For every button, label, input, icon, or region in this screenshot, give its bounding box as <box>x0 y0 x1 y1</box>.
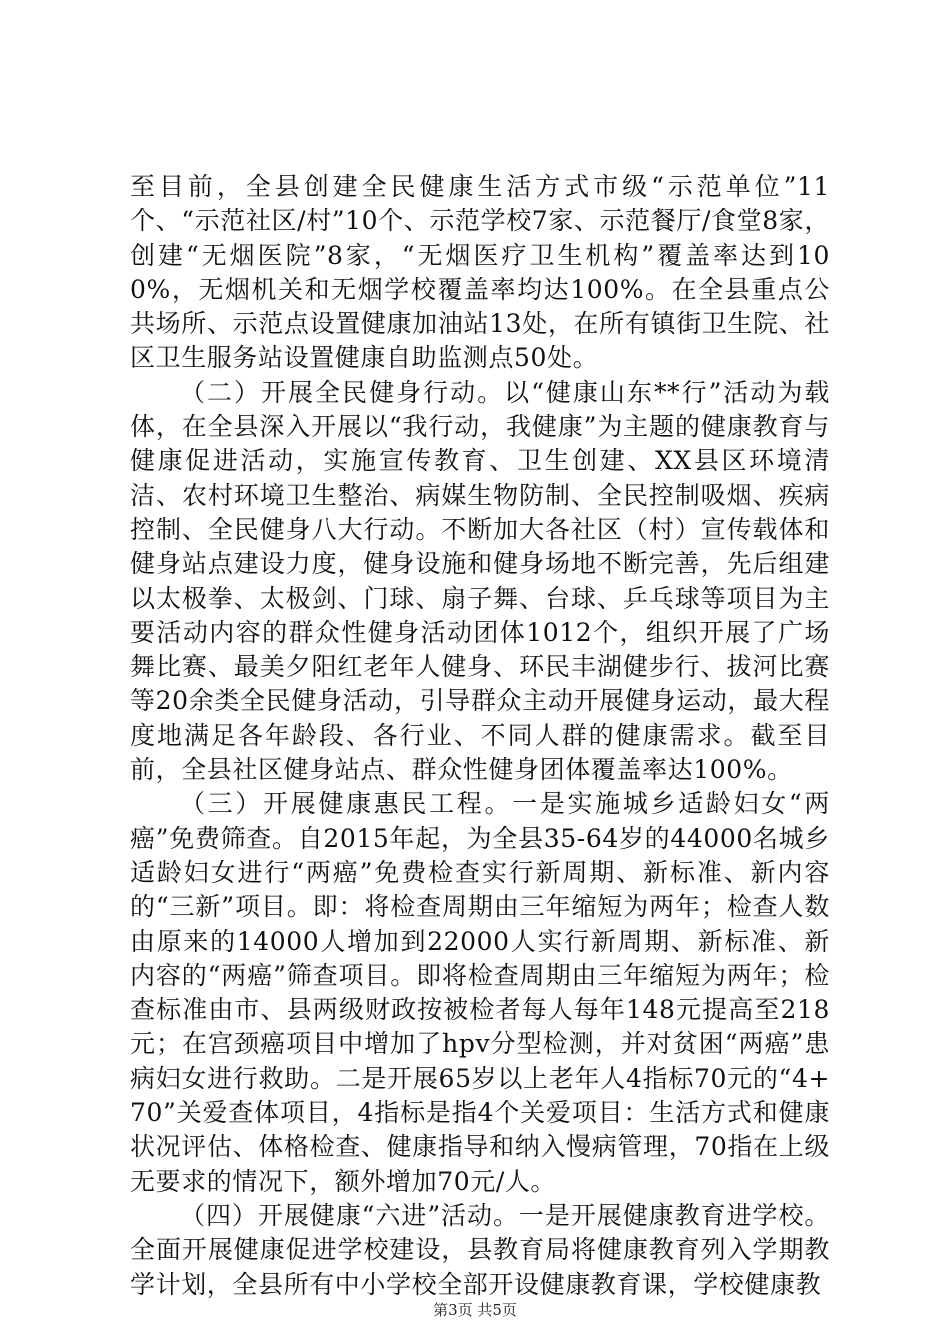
paragraph-fitness-action: （二）开展全民健身行动。以“健康山东**行”活动为载体，在全县深入开展以“我行动，我健康”为主题的健康教育与健康促进活动，实施宣传教育、卫生创建、XX县区环境清洁、农村环境卫生整治、病媒生物防制、全民控制吸烟、疾病控制、全民健身八大行动。不断加大各社区（村）宣传载体和健身站点建设力度，健身设施和健身场地不断完善，先后组建以太极拳、太极剑、门球、扇子舞、台球、乒乓球等项目为主要活动内容的群众性健身活动团体1012个，组织开展了广场舞比赛、最美夕阳红老年人健身、环民丰湖健步行、拔河比赛等20余类全民健身活动，引导群众主动开展健身运动，最大程度地满足各年龄段、各行业、不同人群的健康需求。截至目前，全县社区健身站点、群众性健身团体覆盖率达100%。 <box>130 377 830 785</box>
paragraph-six-into-activity: （四）开展健康“六进”活动。一是开展健康教育进学校。全面开展健康促进学校建设，县教育局将健康教育列入学期教学计划，全县所有中小学校全部开设健康教育课，学校健康教 <box>130 1200 830 1299</box>
paragraph-health-lifestyle-results: 至目前，全县创建全民健康生活方式市级“示范单位”11个、“示范社区/村”10个、示范学校7家、示范餐厅/食堂8家，创建“无烟医院”8家，“无烟医疗卫生机构”覆盖率达到100%，无烟机关和无烟学校覆盖率均达100%。在全县重点公共场所、示范点设置健康加油站13处，在所有镇街卫生院、社区卫生服务站设置健康自助监测点50处。 <box>130 172 830 373</box>
document-body <box>130 170 830 1302</box>
paragraph-health-benefit-project: （三）开展健康惠民工程。一是实施城乡适龄妇女“两癌”免费筛查。自2015年起，为全县35-64岁的44000名城乡适龄妇女进行“两癌”免费检查实行新周期、新标准、新内容的“三新”项目。即：将检查周期由三年缩短为两年；检查人数由原来的14000人增加到22000人实行新周期、新标准、新内容的“两癌”筛查项目。即将检查周期由三年缩短为两年；检查标准由市、县两级财政按被检者每人每年148元提高至218元；在宫颈癌项目中增加了hpv分型检测，并对贫困“两癌”患病妇女进行救助。二是开展65岁以上老年人4指标70元的“4+70”关爱查体项目，4指标是指4个关爱项目：生活方式和健康状况评估、体格检查、健康指导和纳入慢病管理，70指在上级无要求的情况下，额外增加70元/人。 <box>130 789 830 1196</box>
page-number-footer: 第3页 共5页 <box>433 1301 517 1319</box>
